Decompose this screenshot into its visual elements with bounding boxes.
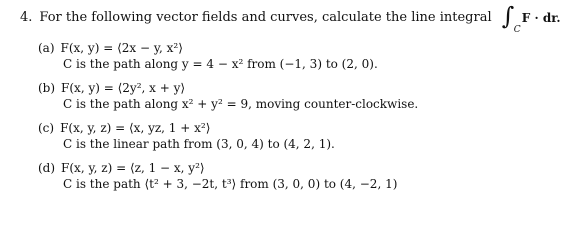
vector-field: F(x, y, z) = ⟨z, 1 − x, y²⟩	[61, 161, 205, 175]
part-c	[38, 120, 335, 152]
problem-number: 4.	[20, 10, 33, 25]
integrand: F · dr.	[521, 11, 561, 25]
part-label: (b)	[38, 81, 56, 95]
part-field-line	[38, 80, 418, 96]
part-a	[38, 40, 378, 72]
problem-stem	[20, 2, 561, 35]
part-d	[38, 160, 397, 192]
vector-field: F(x, y) = ⟨2x − y, x²⟩	[60, 41, 183, 55]
integral-subscript: C	[513, 25, 521, 35]
part-field-line	[38, 120, 335, 136]
vector-field: F(x, y, z) = ⟨x, yz, 1 + x²⟩	[60, 121, 211, 135]
part-field-line	[38, 160, 397, 176]
vector-field: F(x, y) = ⟨2y², x + y⟩	[61, 81, 186, 95]
part-label: (a)	[38, 41, 55, 55]
line-integral	[501, 2, 561, 35]
curve-description: C is the path along x² + y² = 9, moving counter-clockwise.	[63, 97, 419, 111]
part-label: (d)	[38, 161, 56, 175]
curve-description: C is the path ⟨t² + 3, −2t, t³⟩ from (3, 0, 0) to (4, −2, 1)	[63, 177, 398, 191]
part-field-line	[38, 40, 378, 56]
part-label: (c)	[38, 121, 55, 135]
curve-description: C is the linear path from (3, 0, 4) to (4, 2, 1).	[63, 137, 335, 151]
integral-sign: ∫	[501, 2, 515, 30]
part-b	[38, 80, 418, 112]
problem-stem-text: For the following vector fields and curves, calculate the line integral	[39, 10, 492, 25]
curve-description: C is the path along y = 4 − x² from (−1, 3) to (2, 0).	[63, 57, 378, 71]
